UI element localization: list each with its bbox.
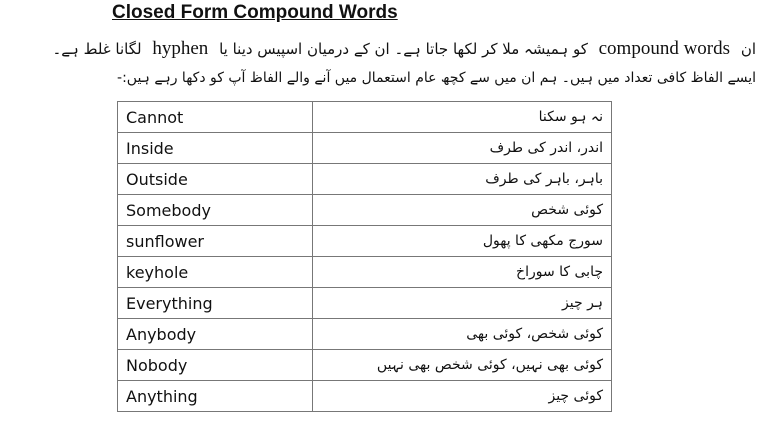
intro-text: ان [740, 40, 756, 58]
english-word: keyhole [118, 257, 313, 288]
urdu-meaning: کوئی شخص، کوئی بھی [313, 319, 612, 350]
intro-line-1 [52, 38, 756, 60]
urdu-meaning: کوئی شخص [313, 195, 612, 226]
intro-english: compound words [598, 38, 731, 59]
english-word: Inside [118, 133, 313, 164]
compound-words-table [117, 101, 612, 412]
english-word: Anybody [118, 319, 313, 350]
english-word: Somebody [118, 195, 313, 226]
table-row [118, 195, 612, 226]
page-title: Closed Form Compound Words [112, 2, 398, 23]
table-row [118, 350, 612, 381]
english-word: Outside [118, 164, 313, 195]
table-row [118, 288, 612, 319]
urdu-meaning: ہر چیز [313, 288, 612, 319]
english-word: Anything [118, 381, 313, 412]
urdu-meaning: نہ ہو سکنا [313, 102, 612, 133]
urdu-meaning: اندر، اندر کی طرف [313, 133, 612, 164]
table-row [118, 381, 612, 412]
english-word: Everything [118, 288, 313, 319]
urdu-meaning: باہر، باہر کی طرف [313, 164, 612, 195]
intro-english: hyphen [152, 38, 209, 59]
english-word: sunflower [118, 226, 313, 257]
table-row [118, 102, 612, 133]
table-row [118, 133, 612, 164]
table-row [118, 257, 612, 288]
table-row [118, 319, 612, 350]
english-word: Nobody [118, 350, 313, 381]
intro-line-2: ایسے الفاظ کافی تعداد میں ہیں۔ ہم ان میں سے کچھ عام استعمال میں آنے والے الفاظ آپ کو دکھا رہے ہیں:- [117, 70, 756, 86]
urdu-meaning: کوئی چیز [313, 381, 612, 412]
english-word: Cannot [118, 102, 313, 133]
urdu-meaning: چابی کا سوراخ [313, 257, 612, 288]
intro-text: لگانا غلط ہے۔ [52, 40, 142, 58]
urdu-meaning: کوئی بھی نہیں، کوئی شخص بھی نہیں [313, 350, 612, 381]
intro-text: کو ہمیشہ ملا کر لکھا جاتا ہے۔ ان کے درمیان اسپیس دینا یا [219, 40, 588, 58]
table-row [118, 164, 612, 195]
urdu-meaning: سورج مکھی کا پھول [313, 226, 612, 257]
table-row [118, 226, 612, 257]
